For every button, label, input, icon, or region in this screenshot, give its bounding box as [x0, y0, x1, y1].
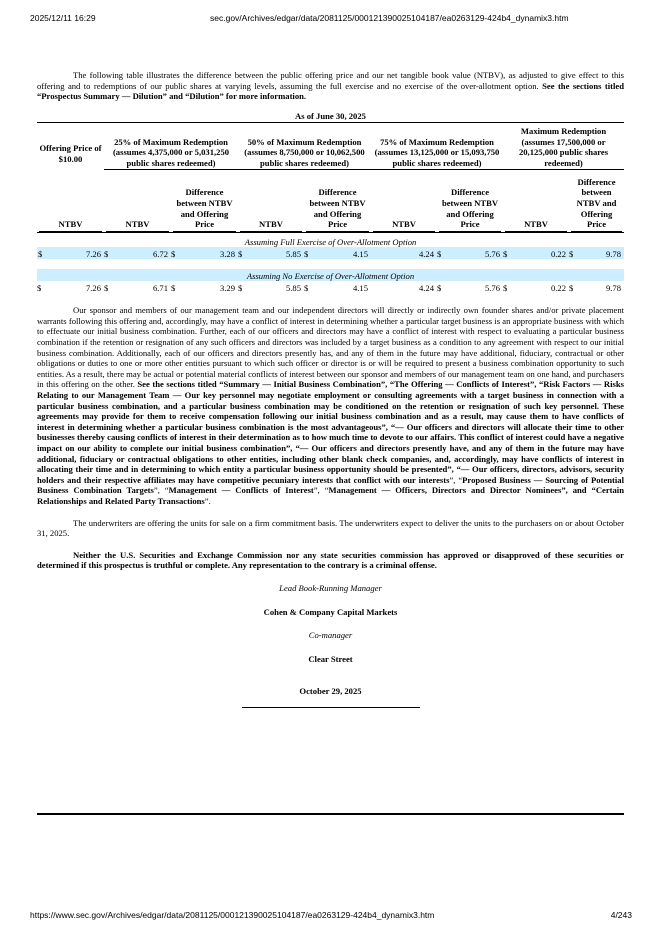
subheader-difference: Difference between NTBV and Offering Price: [569, 170, 624, 232]
header-group-50: 50% of Maximum Redemption (assumes 8,750,000 or 10,062,500 public shares redeemed): [238, 122, 371, 170]
subheader-ntbv: NTBV: [503, 170, 569, 232]
page-number: 4/243: [610, 910, 632, 920]
subheader-difference: Difference between NTBV and Offering Price: [171, 170, 238, 232]
section-label-full: Assuming Full Exercise of Over-Allotment Option: [244, 236, 417, 247]
intro-ref: See the sections titled “Prospectus Summary — Dilution” and “Dilution” for more information.: [37, 80, 624, 102]
table-cell: $ 7.26: [37, 282, 101, 293]
print-url: sec.gov/Archives/edgar/data/2081125/000121390025104187/ea0263129-424b4_dynamix3.htm: [210, 13, 569, 23]
table-cell: $ 5.85: [238, 247, 304, 259]
table-cell: $ 0.22: [503, 282, 567, 293]
underwriters-paragraph: The underwriters are offering the units for sale on a firm commitment basis. The underwriters expect to deliver the units to the purchasers on or about October 31, 2025.: [37, 517, 624, 539]
header-group-75: 75% of Maximum Redemption (assumes 13,125,000 or 15,093,750 public shares redeemed): [371, 122, 503, 170]
table-cell: $ 5.85: [238, 282, 301, 293]
divider: [242, 707, 420, 708]
subheader-difference: Difference between NTBV and Offering Price: [437, 170, 503, 232]
subheader-ntbv: NTBV: [104, 170, 171, 232]
table-cell: $ 6.71: [104, 282, 168, 293]
print-datetime: 2025/12/11 16:29: [30, 13, 96, 23]
table-cell: 4.24: [371, 247, 437, 259]
intro-paragraph: [37, 70, 624, 102]
browser-header: [30, 13, 632, 27]
header-offering-price: Offering Price of $10.00: [37, 122, 104, 170]
co-name: Clear Street: [308, 653, 353, 664]
subheader-ntbv: NTBV: [37, 170, 104, 232]
table-cell: $ 5.76: [437, 282, 501, 293]
table-as-of: As of June 30, 2025: [295, 110, 366, 121]
lead-label: Lead Book-Running Manager: [279, 582, 382, 593]
table-cell: $ 3.29: [171, 282, 235, 293]
prospectus-date: October 29, 2025: [299, 686, 362, 697]
browser-footer: [30, 910, 632, 924]
table-cell: $ 5.76: [437, 247, 503, 259]
table-row: [37, 247, 624, 259]
subheader-ntbv: NTBV: [238, 170, 304, 232]
sec-notice: Neither the U.S. Securities and Exchange Commission nor any state securities commission has approved or disapproved of these securities or determined if this prospectus is truthful or complete. Any representation to the contrary is a criminal offense.: [37, 549, 624, 571]
table-cell: $ 9.78: [569, 282, 622, 293]
document-body: [37, 70, 624, 708]
lead-name: Cohen & Company Capital Markets: [263, 606, 398, 617]
conflicts-paragraph: Our sponsor and members of our management team and our independent directors will directly or indirectly own founder shares and/or private placement warrants following this offering and, accordingly, may have a conflict of interest in determining whether a particular target business is an appropriate business with which to effectuate our initial business combination. Further, each of our officers and directors may have a conflict of interest with respect to evaluating a particular business combination if the retention or resignation of any such officers and directors was included by a target business as a condition to any agreement with respect to our initial business combination. Additionally, each of our officers and directors presently has, and any of them in the future may have additional, fiduciary, contractual or other obligations or duties to one or more other entities pursuant to which such officer or director is or will be required to present a business combination opportunity to such entities. As a result, there may be actual or potential material conflicts of interest between our sponsor and members of our management team on one hand, and purchasers in this offering on the other. See the sections titled “Summary — Initial Business Combination”, “The Offering — Conflicts of Interest”, “Risk Factors — Risks Relating to our Management Team — Our key personnel may negotiate employment or consulting agreements with a target business in connection with a particular business combination, and a particular business combination may be conditioned on the retention or resignation of such key personnel. These agreements may provide for them to receive compensation following our initial business combination and as a result, may cause them to have conflicts of interest in determining whether a particular business combination is the most advantageous”, “— Our officers and directors will allocate their time to other businesses thereby causing conflicts of interest in their determination as to how much time to devote to our affairs. This conflict of interest could have a negative impact on our ability to complete our initial business combination”, “— Our officers and directors presently have, and any of them in the future may have additional, fiduciary or contractual obligations to other entities, including other blank check companies, and, accordingly, may have conflicts of interest in allocating their time and in determining to which entity a particular business opportunity should be presented”, “— Our officers, directors, advisors, security holders and their respective affiliates may have competitive pecuniary interests that conflict with our interests”, “Proposed Business — Sourcing of Potential Business Combination Targets”, “Management — Conflicts of Interest”, “Management — Officers, Directors and Director Nominees”, and “Certain Relationships and Related Party Transactions”.: [37, 305, 624, 506]
table-cell: $ 6.72: [104, 247, 171, 259]
dilution-table: [37, 122, 624, 294]
header-group-max: Maximum Redemption (assumes 17,500,000 or 20,125,000 public shares redeemed): [503, 122, 624, 170]
subheader-difference: Difference between NTBV and Offering Price: [304, 170, 371, 232]
table-cell: $ 9.78: [569, 247, 624, 259]
table-cell: $ 4.15: [304, 282, 369, 293]
page-bottom-rule: [37, 813, 624, 815]
subheader-ntbv: NTBV: [371, 170, 437, 232]
table-row: [37, 281, 624, 293]
header-group-25: 25% of Maximum Redemption (assumes 4,375,000 or 5,031,250 public shares redeemed): [104, 122, 238, 170]
table-cell: $ 0.22: [503, 247, 569, 259]
table-cell: 4.24: [418, 282, 435, 293]
intro-text: The following table illustrates the difference between the public offering price and our net tangible book value (NTBV), as adjusted to give effect to this offering and to redemptions of our public shares at varying levels, assuming the full exercise and no exercise of the over-allotment option.: [37, 70, 624, 91]
co-label: Co-manager: [308, 630, 353, 641]
section-label-none: Assuming No Exercise of Over-Allotment Option: [37, 269, 624, 281]
table-cell: $ 7.26: [37, 247, 104, 259]
table-cell: $ 4.15: [304, 247, 371, 259]
footer-url: https://www.sec.gov/Archives/edgar/data/2081125/000121390025104187/ea0263129-424b4_dynamix3.htm: [30, 910, 435, 920]
table-cell: $ 3.28: [171, 247, 238, 259]
